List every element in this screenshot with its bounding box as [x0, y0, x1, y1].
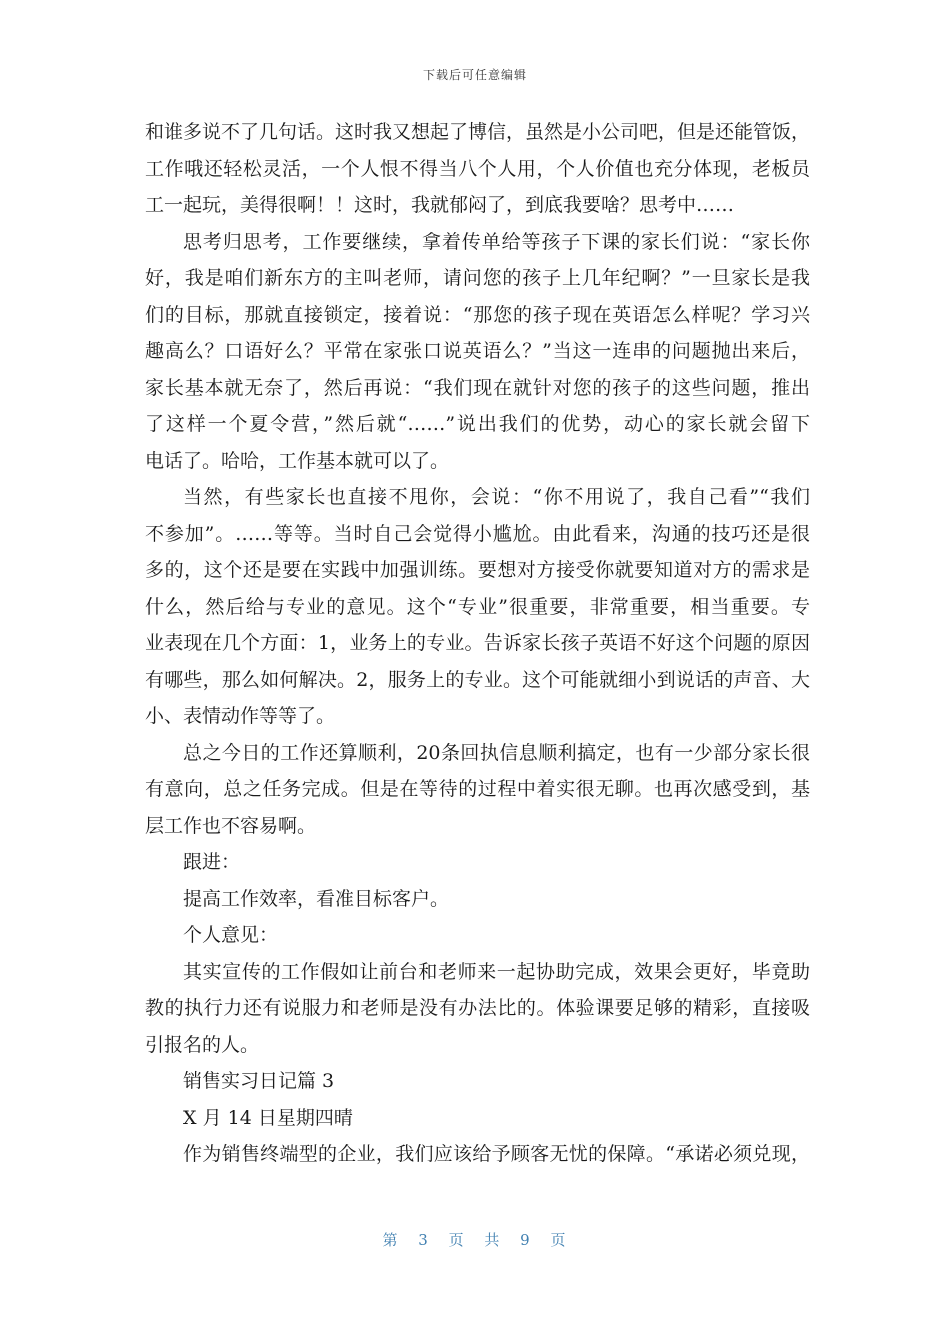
text-line: 当然，有些家长也直接不甩你，会说：“你不用说了，我自己看”“我们 [183, 486, 810, 508]
text-line: 了这样一个夏令营，”然后就“……”说出我们的优势，动心的家长就会留下 [145, 413, 810, 435]
text-line: 销售实习日记篇 3 [183, 1070, 335, 1092]
text-line: 跟进： [183, 851, 241, 873]
text-line: 提高工作效率，看准目标客户。 [183, 887, 450, 910]
text-line: 家长基本就无奈了，然后再说：“我们现在就针对您的孩子的这些问题，推出 [145, 376, 810, 399]
text-line: 思考归思考，工作要继续，拿着传单给等孩子下课的家长们说：“家长你 [183, 230, 810, 253]
page-header: 下载后可任意编辑 [422, 68, 527, 82]
text-line: 好，我是咱们新东方的主叫老师，请问您的孩子上几年纪啊？”一旦家长是我 [145, 267, 810, 289]
text-line: 电话了。哈哈，工作基本就可以了。 [145, 449, 450, 472]
text-line: 小、表情动作等等了。 [145, 705, 336, 727]
text-line: 多的，这个还是要在实践中加强训练。要想对方接受你就要知道对方的需求是 [145, 559, 810, 581]
text-line: 工一起玩，美得很啊！！这时，我就郁闷了，到底我要啥？思考中…… [145, 194, 735, 216]
text-line: 其实宣传的工作假如让前台和老师来一起协助完成，效果会更好，毕竟助 [183, 960, 810, 983]
page-footer: 第 3 页 共 9 页 [382, 1231, 568, 1249]
text-line: X 月 14 日星期四晴 [183, 1106, 353, 1129]
text-line: 什么，然后给与专业的意见。这个“专业”很重要，非常重要，相当重要。专 [145, 595, 810, 618]
text-line: 有哪些，那么如何解决。2，服务上的专业。这个可能就细小到说话的声音、大 [145, 668, 810, 691]
text-line: 业表现在几个方面：1，业务上的专业。告诉家长孩子英语不好这个问题的原因 [145, 632, 810, 654]
text-line: 工作哦还轻松灵活，一个人恨不得当八个人用，个人价值也充分体现，老板员 [145, 157, 810, 180]
text-line: 层工作也不容易啊。 [145, 814, 317, 837]
text-line: 趣高么？口语好么？平常在家张口说英语么？”当这一连串的问题抛出来后， [145, 340, 810, 362]
text-line: 和谁多说不了几句话。这时我又想起了博信，虽然是小公司吧，但是还能管饭， [145, 121, 811, 143]
document-body [145, 114, 810, 1173]
text-line: 引报名的人。 [145, 1033, 260, 1056]
text-line: 们的目标，那就直接锁定，接着说：“那您的孩子现在英语怎么样呢？学习兴 [145, 303, 810, 326]
text-line: 有意向，总之任务完成。但是在等待的过程中着实很无聊。也再次感受到，基 [145, 778, 810, 800]
text-line: 教的执行力还有说服力和老师是没有办法比的。体验课要足够的精彩，直接吸 [145, 997, 810, 1019]
text-line: 不参加”。……等等。当时自己会觉得小尴尬。由此看来，沟通的技巧还是很 [145, 522, 810, 545]
text-line: 个人意见： [183, 924, 279, 946]
text-line: 总之今日的工作还算顺利，20条回执信息顺利搞定，也有一少部分家长很 [183, 741, 810, 764]
text-line: 作为销售终端型的企业，我们应该给予顾客无忧的保障。“承诺必须兑现， [183, 1143, 810, 1165]
